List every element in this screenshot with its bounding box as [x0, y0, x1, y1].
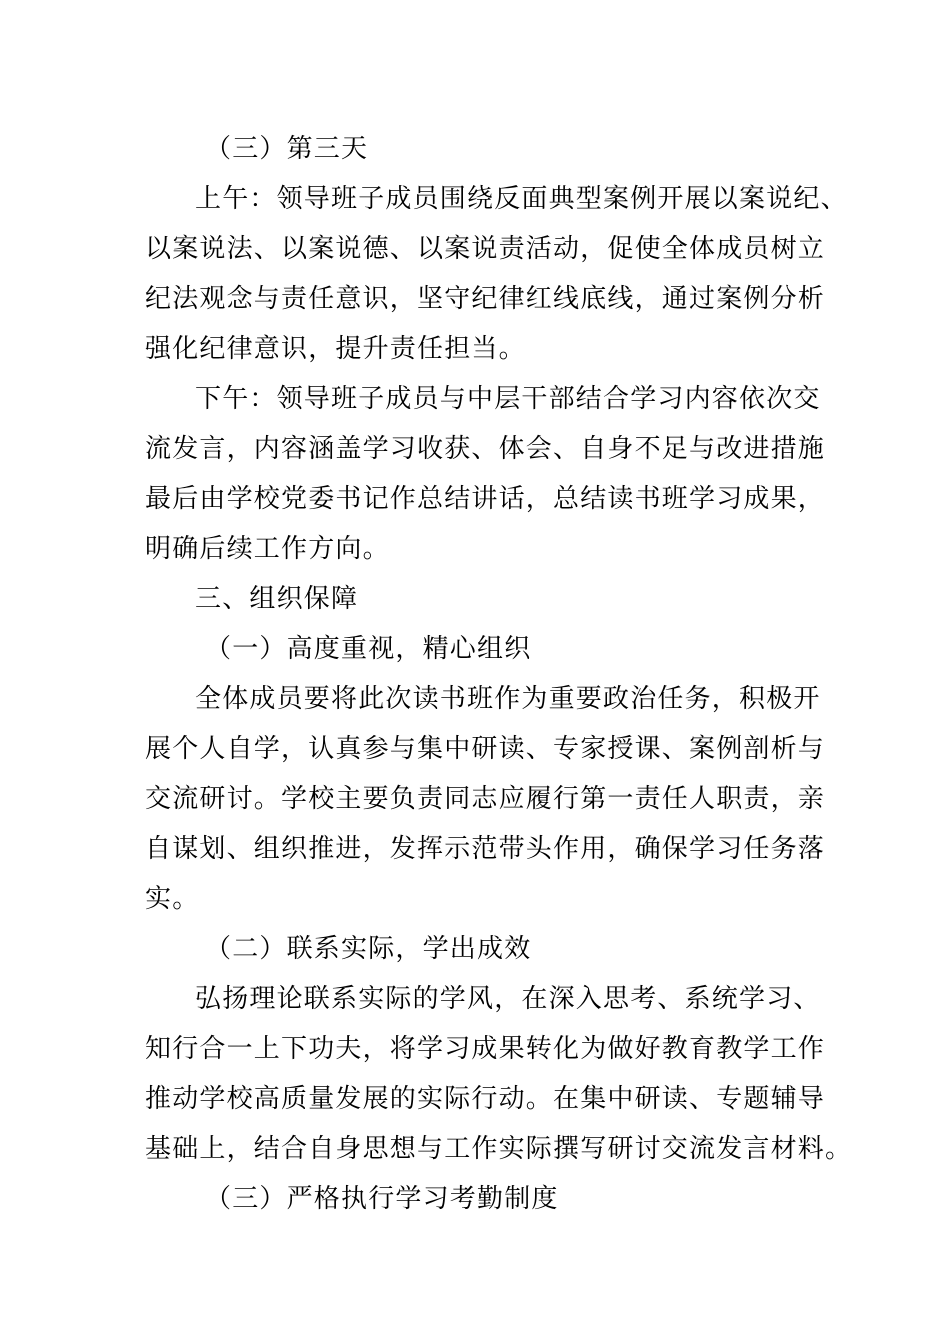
paragraph-line: 流发言，内容涵盖学习收获、体会、自身不足与改进措施 [145, 434, 826, 464]
paragraph-line: 基础上，结合自身思想与工作实际撰写研讨交流发言材料。 [145, 1134, 853, 1164]
paragraph-line: 下午：领导班子成员与中层干部结合学习内容依次交 [195, 384, 821, 414]
subsection-heading: （一）高度重视，精心组织 [205, 634, 532, 664]
paragraph-line: 上午：领导班子成员围绕反面典型案例开展以案说纪、 [195, 184, 848, 214]
paragraph-line: 以案说法、以案说德、以案说责活动，促使全体成员树立 [145, 234, 826, 264]
paragraph-line: 明确后续工作方向。 [145, 534, 390, 564]
section-heading-organization: 三、组织保障 [195, 584, 359, 614]
paragraph-line: 交流研讨。学校主要负责同志应履行第一责任人职责，亲 [145, 784, 826, 814]
paragraph-line: 知行合一上下功夫，将学习成果转化为做好教育教学工作 [145, 1034, 826, 1064]
paragraph-line: 强化纪律意识，提升责任担当。 [145, 334, 526, 364]
subsection-heading: （三）严格执行学习考勤制度 [205, 1184, 559, 1214]
paragraph-line: 自谋划、组织推进，发挥示范带头作用，确保学习任务落 [145, 834, 826, 864]
paragraph-line: 弘扬理论联系实际的学风，在深入思考、系统学习、 [195, 984, 821, 1014]
paragraph-line: 推动学校高质量发展的实际行动。在集中研读、专题辅导 [145, 1084, 826, 1114]
paragraph-line: 展个人自学，认真参与集中研读、专家授课、案例剖析与 [145, 734, 826, 764]
paragraph-line: 最后由学校党委书记作总结讲话，总结读书班学习成果， [145, 484, 826, 514]
paragraph-line: 纪法观念与责任意识，坚守纪律红线底线，通过案例分析 [145, 284, 826, 314]
paragraph-line: 全体成员要将此次读书班作为重要政治任务，积极开 [195, 684, 821, 714]
paragraph-line: 实。 [145, 884, 200, 914]
subsection-heading: （二）联系实际，学出成效 [205, 934, 532, 964]
section-heading-day-three: （三）第三天 [205, 134, 369, 164]
